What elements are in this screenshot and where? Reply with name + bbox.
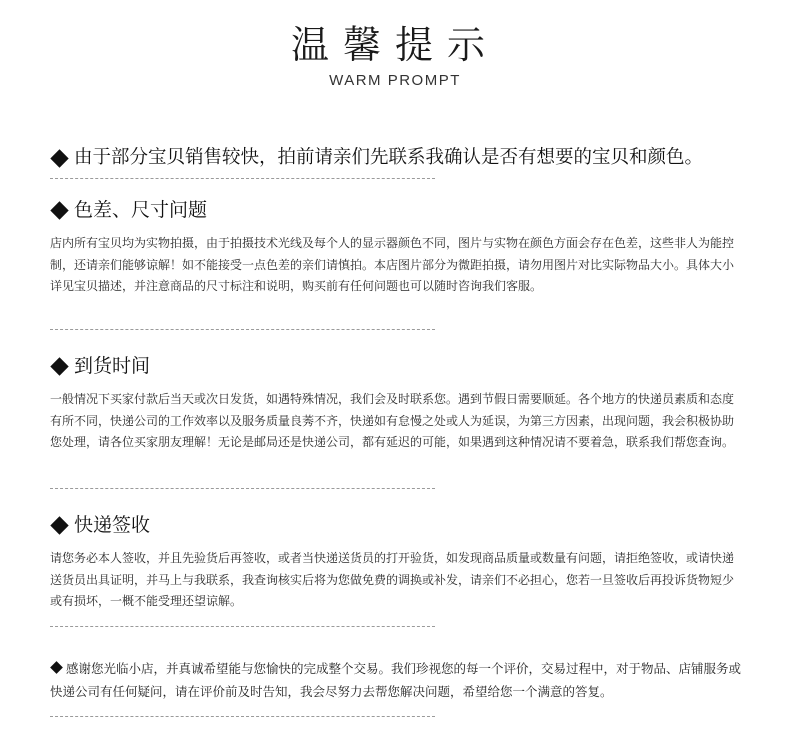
divider xyxy=(50,716,435,717)
divider xyxy=(50,178,435,179)
intro-heading xyxy=(50,145,750,171)
page-subtitle: WARM PROMPT xyxy=(329,72,461,89)
page-title: 温馨提示 xyxy=(290,23,499,67)
divider xyxy=(50,626,435,627)
section-express-signing xyxy=(50,512,750,613)
diamond-icon xyxy=(50,201,68,219)
closing-text: 感谢您光临小店，并真诚希望能与您愉快的完成整个交易。我们珍视您的每一个评价，交易过程中，对于物品、店铺服务或快递公司有任何疑问，请在评价前及时告知，我会尽努力去帮您解决问题，希望给您一个满意的答复。 xyxy=(50,661,742,699)
section-color-size xyxy=(50,197,750,298)
section-heading-text: 色差、尺寸问题 xyxy=(74,199,208,221)
divider xyxy=(50,488,435,489)
section-body: 请您务必本人签收，并且先验货后再签收，或者当快递送货员的打开验货，如发现商品质量或数量有问题，请拒绝签收，或请快递送货员出具证明，并马上与我联系，我查询核实后将为您做免费的调换或补发，请亲们不必担心，您若一旦签收后再投诉货物短少或有损坏，一概不能受理还望谅解。 xyxy=(50,551,735,608)
diamond-icon xyxy=(50,357,68,375)
diamond-icon xyxy=(50,516,68,534)
closing-notice xyxy=(50,657,750,703)
divider xyxy=(50,329,435,330)
intro-notice xyxy=(50,145,750,171)
section-heading xyxy=(50,512,750,538)
section-body: 店内所有宝贝均为实物拍摄，由于拍摄技术光线及每个人的显示器颜色不同，图片与实物在颜色方面会存在色差，这些非人为能控制，还请亲们能够谅解！如不能接受一点色差的亲们请慎拍。本店图片部分为微距拍摄，请勿用图片对比实际物品大小。具体大小详见宝贝描述，并注意商品的尺寸标注和说明，购买前有任何问题也可以随时咨询我们客服。 xyxy=(50,236,735,293)
section-heading xyxy=(50,197,750,223)
section-heading xyxy=(50,353,750,379)
section-delivery-time xyxy=(50,353,750,454)
intro-text: 由于部分宝贝销售较快，拍前请亲们先联系我确认是否有想要的宝贝和颜色。 xyxy=(74,147,704,168)
section-heading-text: 快递签收 xyxy=(74,514,151,536)
section-heading-text: 到货时间 xyxy=(74,355,151,377)
diamond-icon xyxy=(50,661,63,674)
diamond-icon xyxy=(50,149,68,167)
section-body: 一般情况下买家付款后当天或次日发货，如遇特殊情况，我们会及时联系您。遇到节假日需要顺延。各个地方的快递员素质和态度有所不同，快递公司的工作效率以及服务质量良莠不齐，快递如有怠慢之处或人为延误，为第三方因素，出现问题，我会积极协助您处理，请各位买家朋友理解！无论是邮局还是快递公司，都有延迟的可能，如果遇到这种情况请不要着急，联系我们帮您查询。 xyxy=(50,392,735,449)
